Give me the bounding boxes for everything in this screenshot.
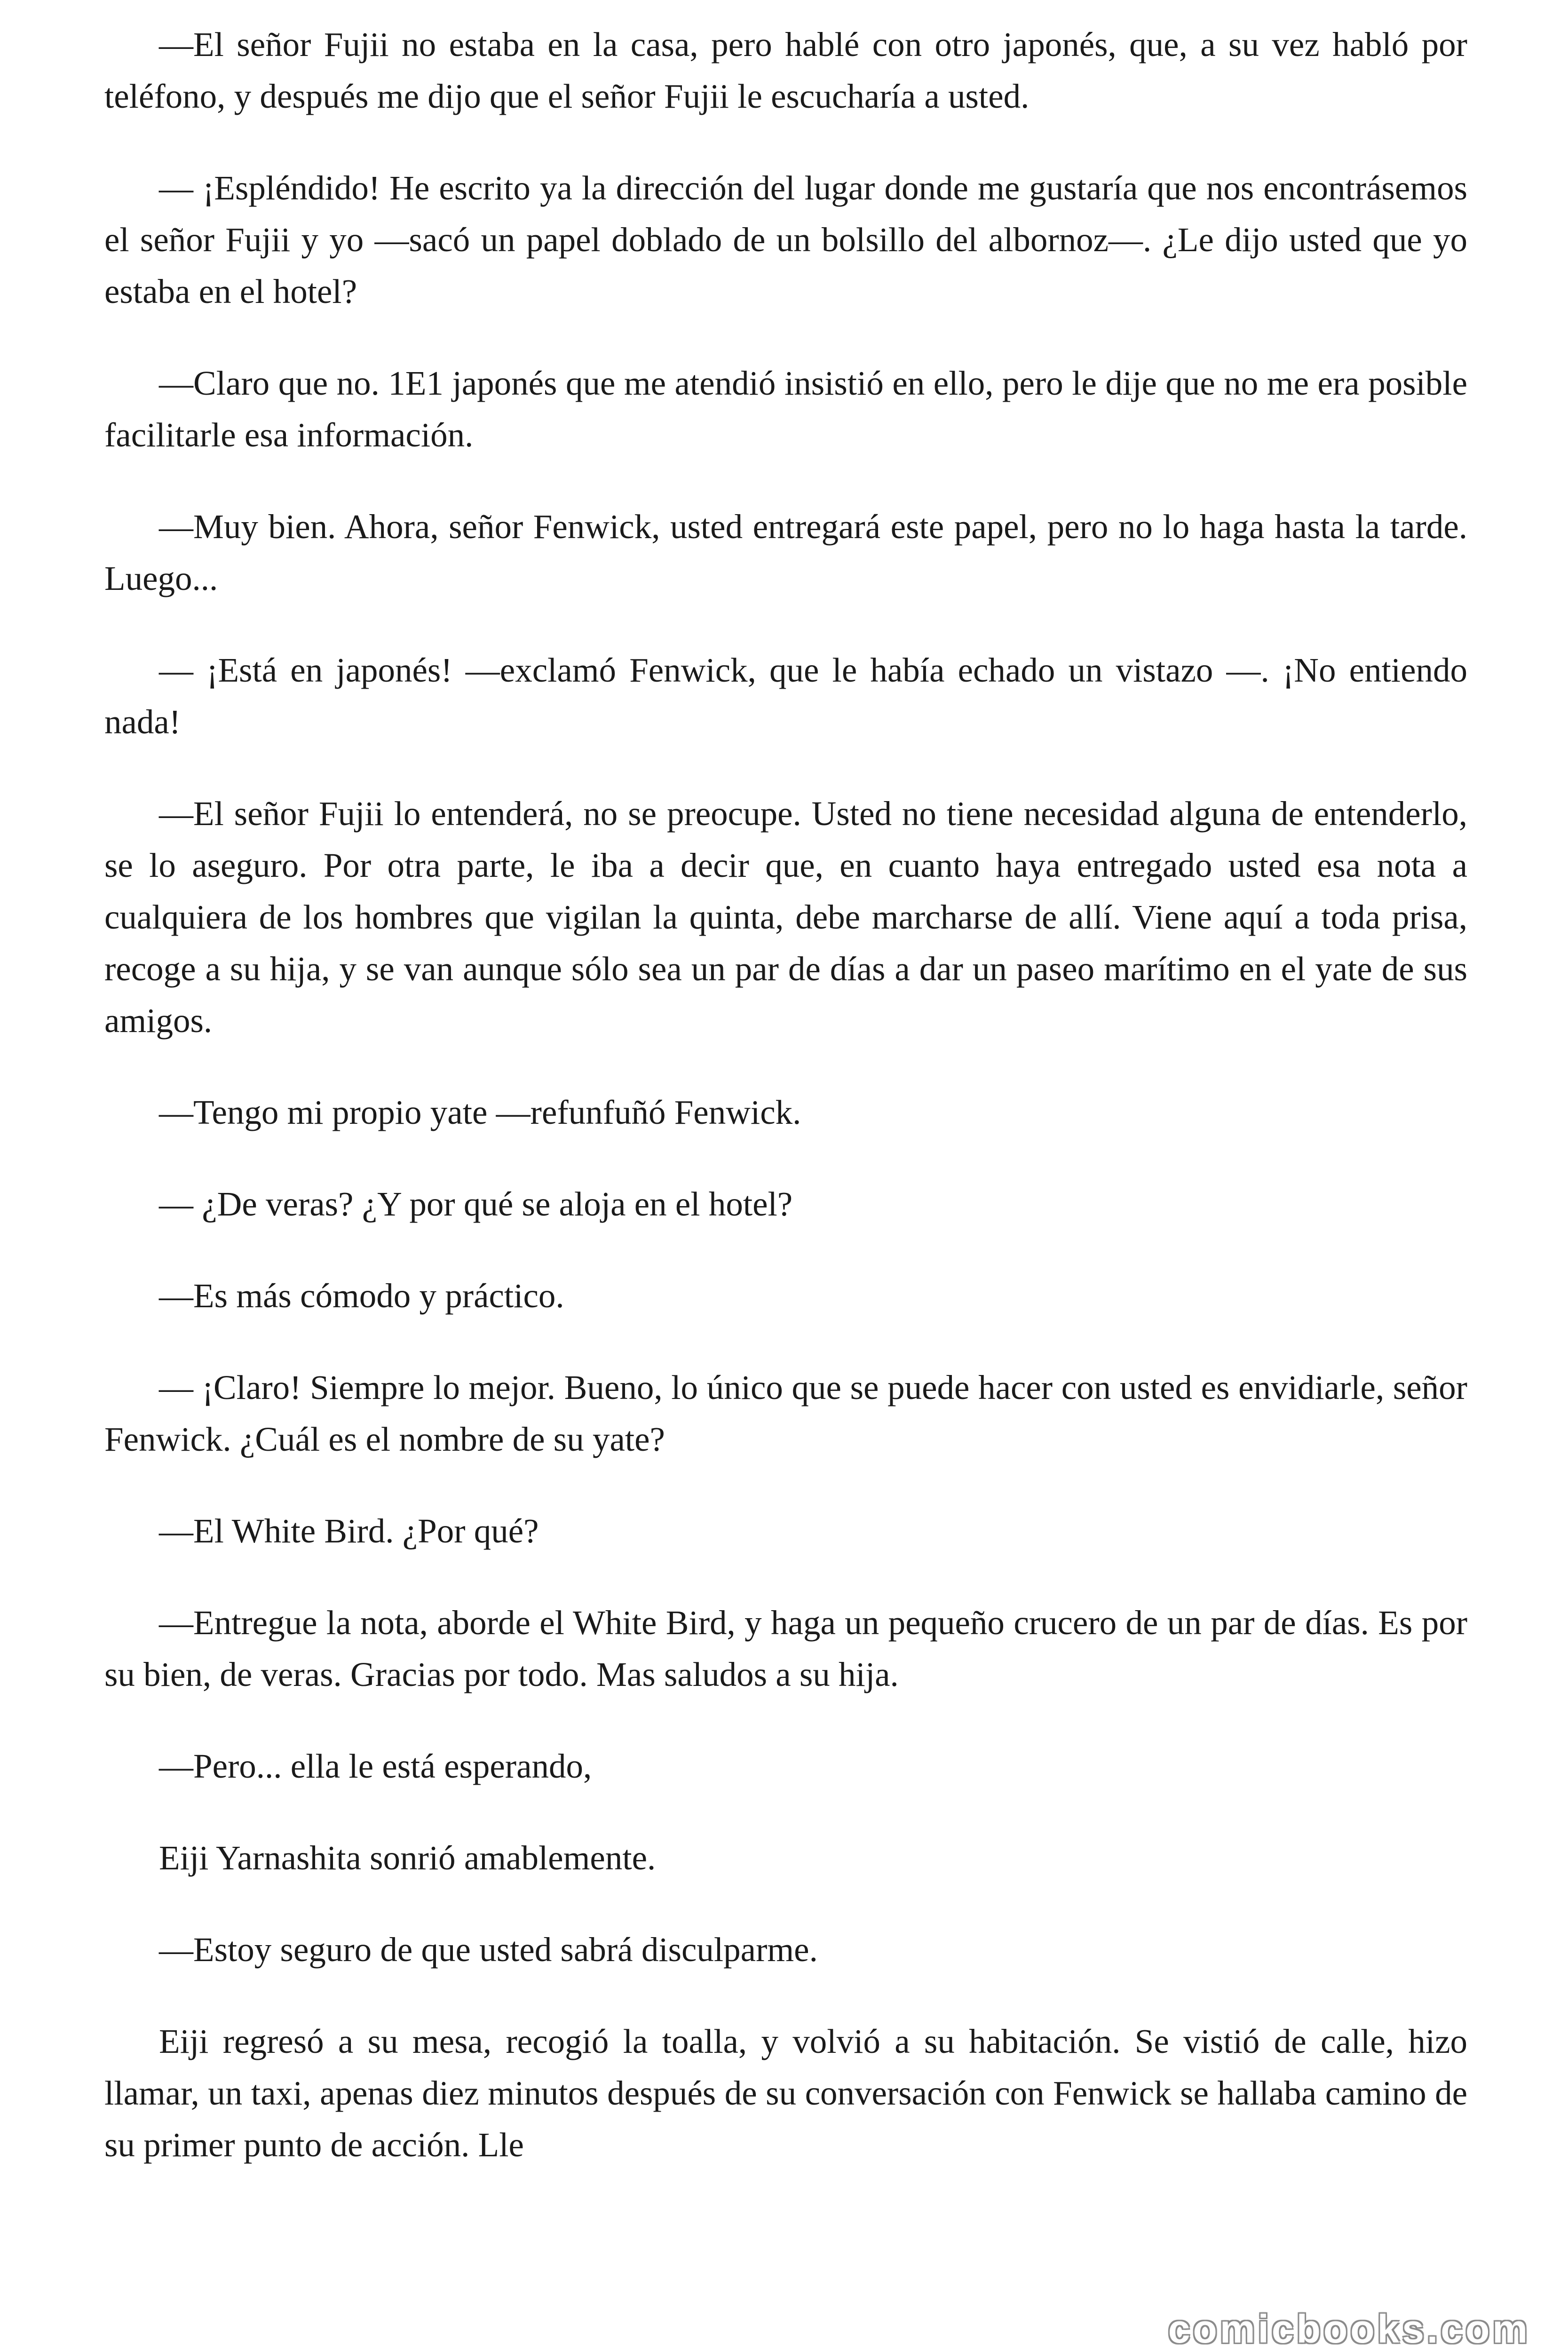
paragraph: — ¡Espléndido! He escrito ya la dirección del lugar donde me gustaría que nos encontrásemos el señor Fujii y yo —sacó un papel doblado de un bolsillo del albornoz—. ¿Le dijo usted que yo estaba en el hotel? (104, 169, 1467, 310)
paragraph: —Estoy seguro de que usted sabrá disculparme. (159, 1931, 818, 1969)
paragraph: —Entregue la nota, aborde el White Bird, y haga un pequeño crucero de un par de días. Es por su bien, de veras. Gracias por todo. Mas saludos a su hija. (104, 1604, 1467, 1693)
paragraph: — ¿De veras? ¿Y por qué se aloja en el hotel? (159, 1185, 793, 1223)
paragraph: —Tengo mi propio yate —refunfuñó Fenwick. (159, 1093, 801, 1131)
paragraph: —Muy bien. Ahora, señor Fenwick, usted entregará este papel, pero no lo haga hasta la tarde. Luego... (104, 508, 1467, 597)
paragraph: — ¡Está en japonés! —exclamó Fenwick, que le había echado un vistazo —. ¡No entiendo nada! (104, 651, 1467, 741)
paragraph: —El señor Fujii lo entenderá, no se preocupe. Usted no tiene necesidad alguna de entenderlo, se lo aseguro. Por otra parte, le iba a decir que, en cuanto haya entregado usted esa nota a cualquiera de los hombres que vigilan la quinta, debe marcharse de allí. Viene aquí a toda prisa, recoge a su hija, y se van aunque sólo sea un par de días a dar un paseo marítimo en el yate de sus amigos. (104, 795, 1467, 1040)
paragraph: Eiji Yarnashita sonrió amablemente. (159, 1839, 656, 1877)
paragraph: —Pero... ella le está esperando, (159, 1747, 592, 1785)
paragraph: —El White Bird. ¿Por qué? (159, 1512, 539, 1550)
paragraph: —El señor Fujii no estaba en la casa, pero hablé con otro japonés, que, a su vez habló por teléfono, y después me dijo que el señor Fujii le escucharía a usted. (104, 25, 1467, 115)
paragraph: —Es más cómodo y práctico. (159, 1277, 564, 1315)
paragraph: —Claro que no. 1E1 japonés que me atendió insistió en ello, pero le dije que no me era posible facilitarle esa información. (104, 364, 1467, 454)
paragraph: Eiji regresó a su mesa, recogió la toalla, y volvió a su habitación. Se vistió de calle, hizo llamar, un taxi, apenas diez minutos después de su conversación con Fenwick se hallaba camino de su primer punto de acción. Lle (104, 2022, 1467, 2164)
watermark-logo: comicbooks.com (1164, 2306, 1535, 2352)
paragraph: — ¡Claro! Siempre lo mejor. Bueno, lo único que se puede hacer con usted es envidiarle, señor Fenwick. ¿Cuál es el nombre de su yate? (104, 1368, 1467, 1458)
book-page (104, 19, 1467, 2211)
